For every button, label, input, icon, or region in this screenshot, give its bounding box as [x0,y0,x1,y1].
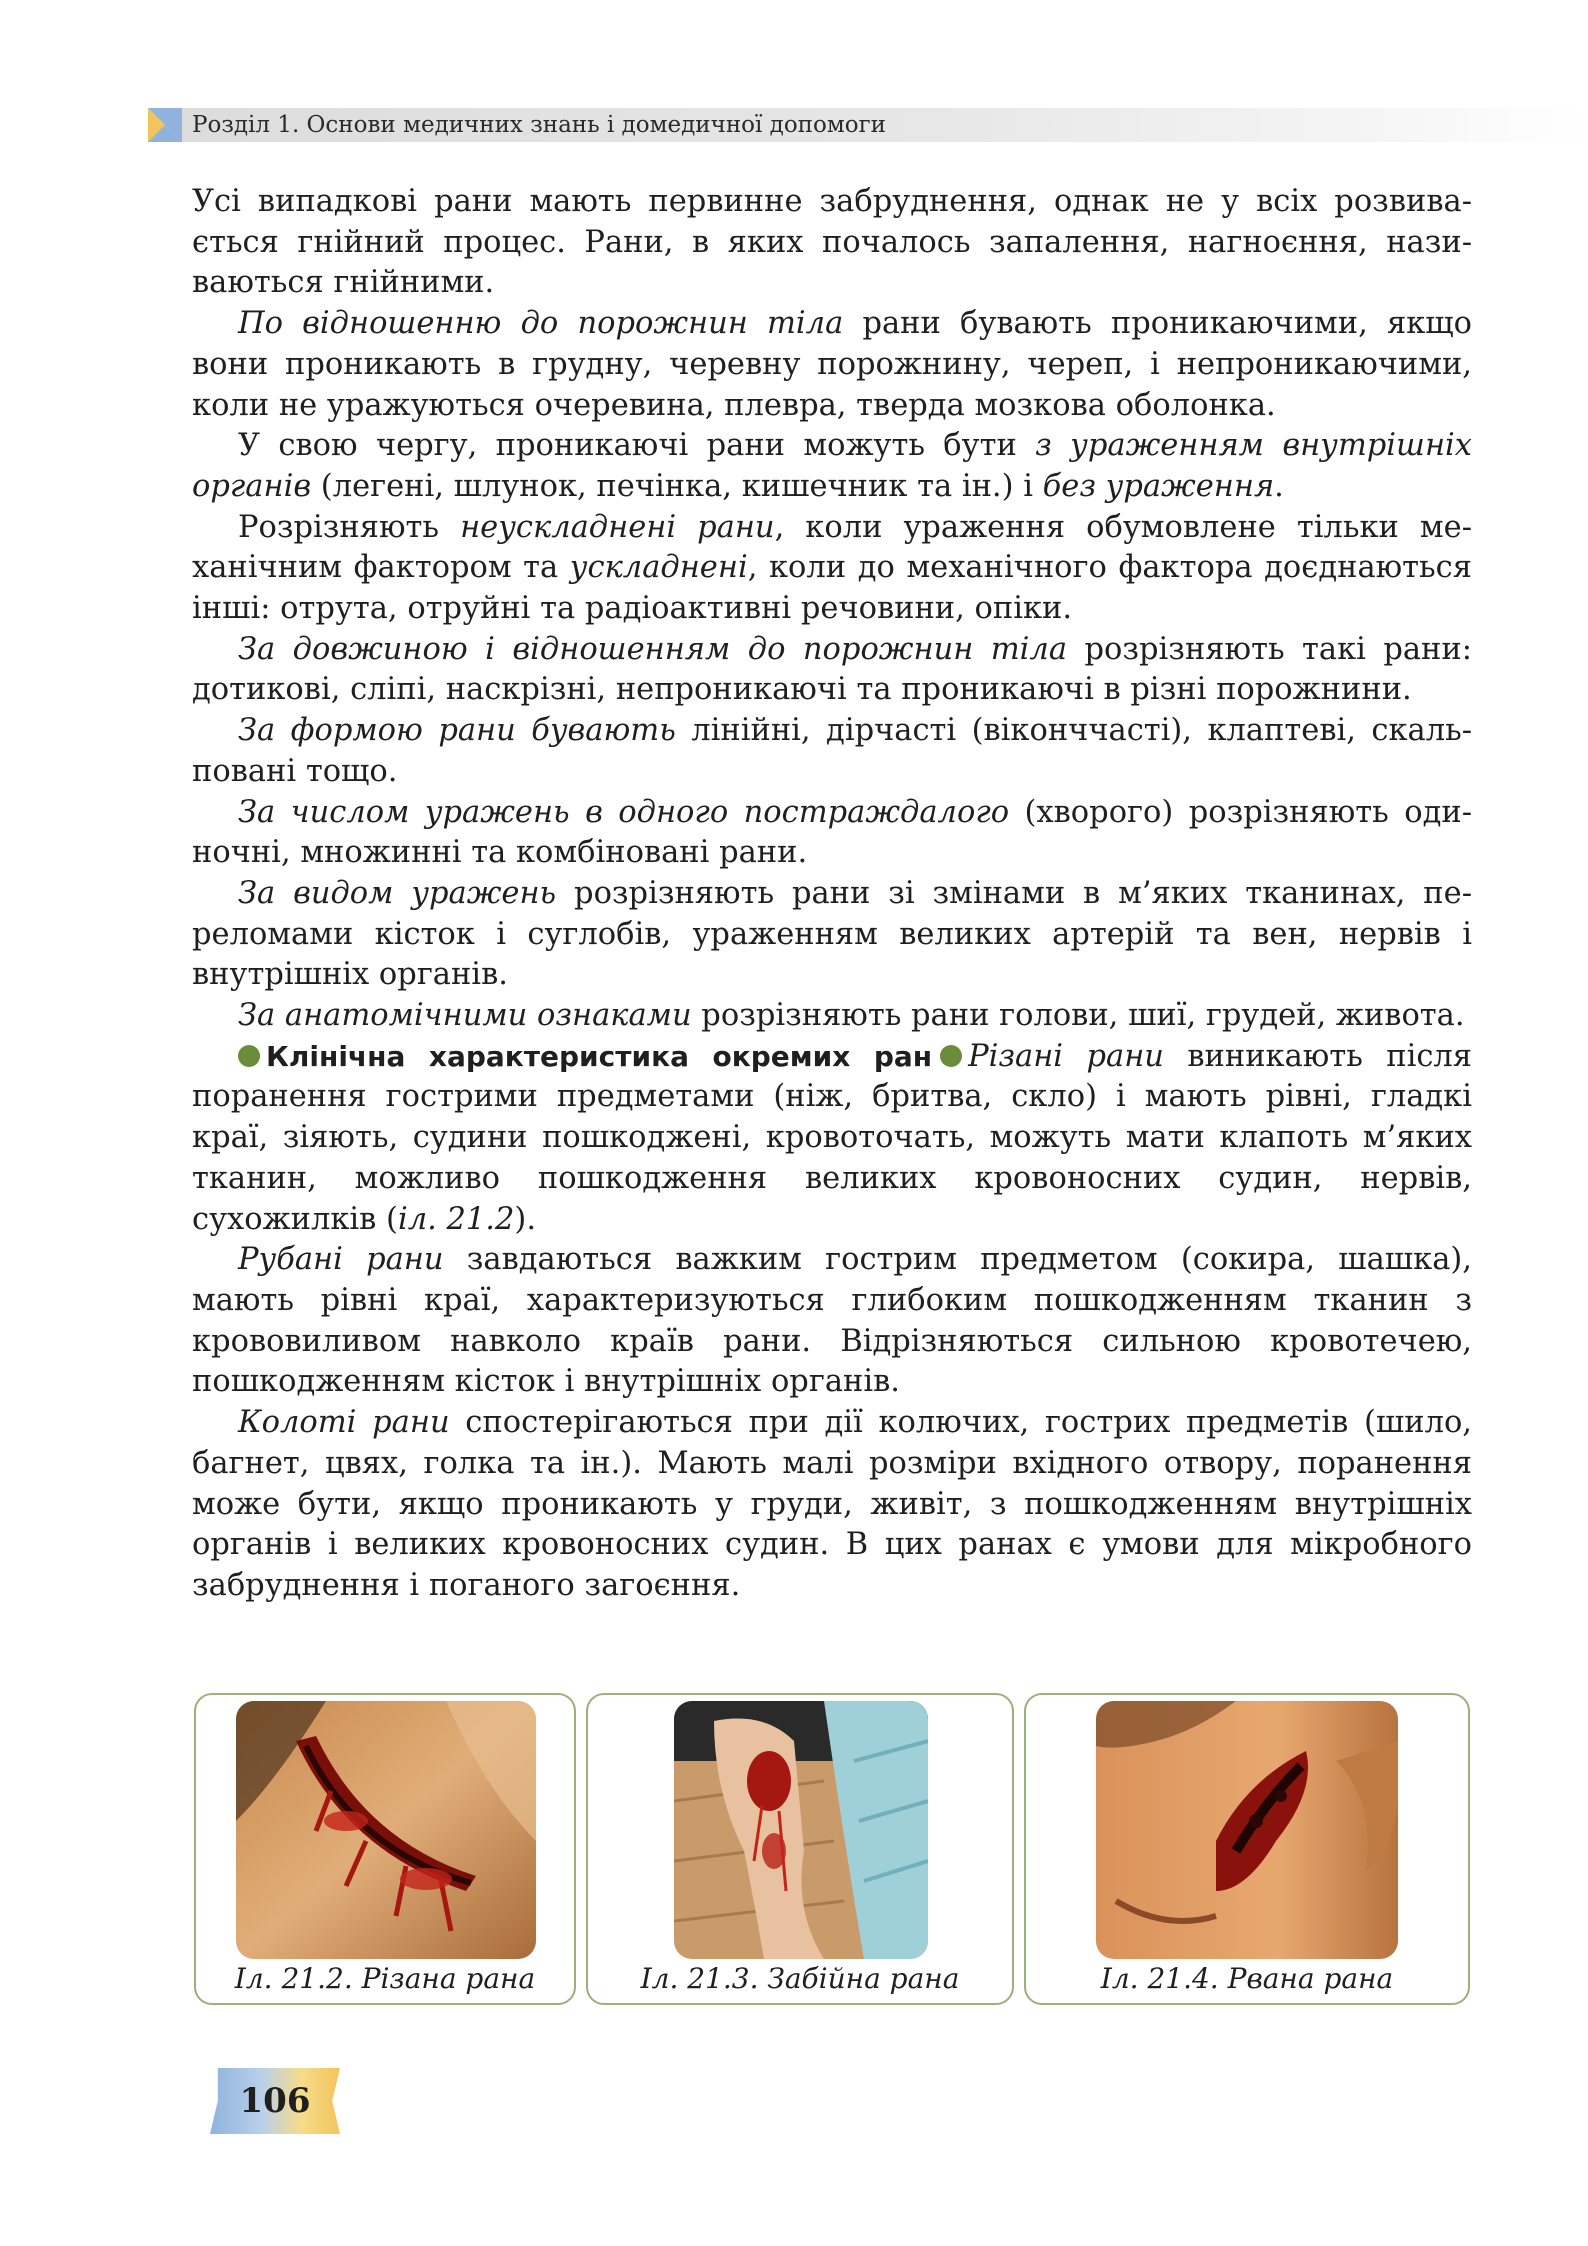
paragraph-italic: Рубані рани [238,1242,444,1278]
paragraph-italic: За видом уражень [238,875,557,911]
paragraph-text: завдаються важким гострим предметом (сокира, шашка), мають рівні краї, характеризуються глибоким пошкодженням тканин з крововиливом навколо країв рани. Відрізняються сильною кровотечею, пошкодженням кісток і внутрішніх органів. [192,1242,1472,1400]
paragraph [192,1240,1472,1403]
paragraph [192,1403,1472,1607]
figure-photo [236,1701,536,1959]
bullet-dot-icon [940,1045,962,1067]
figure-caption: Іл. 21.4. Рвана рана [1100,1962,1394,1995]
paragraph [192,874,1472,996]
figure-lacerated-wound [1024,1693,1470,2005]
figure-incised-wound [194,1693,576,2005]
paragraph [192,1037,1472,1241]
paragraph-text: розрізняють такі рани: дотикові, сліпі, наскрізні, непроникаючі та проникаючі в різні порожнини. [192,631,1472,708]
figure-photo [1096,1701,1398,1959]
paragraph-text: Розрізняють [238,509,461,545]
paragraph-text: . [1274,468,1284,504]
paragraph-italic: з ураженням внутрішніх органів [192,428,1472,504]
leg-wound-illustration [674,1701,928,1959]
paragraph-italic: Різані рани [968,1038,1164,1074]
paragraph [192,304,1472,426]
cheek-wound-illustration [1096,1701,1398,1959]
paragraph-italic: неускладнені рани [460,509,775,545]
paragraph-text: , коли ураження обумовлене тільки механічним фактором та [192,509,1472,586]
figure-caption: Іл. 21.3. Забійна рана [640,1962,960,1995]
paragraph-text: (хворого) розрізняють одиночні, множинні та комбіновані рани. [192,794,1472,871]
running-header-title: Розділ 1. Основи медичних знань і домедичної допомоги [192,112,886,138]
paragraph [192,793,1472,874]
page-number: 106 [239,2081,311,2121]
paragraph-text: , коли до механічного фактора доєднаються інші: отрута, отруйні та радіоактивні речовини, опіки. [192,550,1472,627]
neck-wound-illustration [236,1701,536,1959]
paragraph [192,630,1472,711]
paragraph-text: спостерігаються при дії колючих, гострих предметів (шило, багнет, цвях, голка та ін.). Мають малі розміри вхідного отвору, поранення може бути, якщо проникають у груди, живіт, з пошкодженням внутрішніх органів і великих кровоносних судин. В цих ранах є умови для мікробного забруднення і поганого загоєння. [192,1405,1473,1603]
paragraph [192,426,1472,507]
paragraph [192,996,1472,1037]
paragraph-text: розрізняють рани голови, шиї, грудей, живота. [691,998,1465,1034]
figure-reference: іл. 21.2 [397,1201,515,1237]
paragraph-italic: Колоті рани [238,1405,450,1441]
paragraph-italic: За анатомічними ознаками [238,998,692,1034]
paragraph-text: У свою чергу, проникаючі рани можуть бути [238,428,1036,464]
figure-photo [674,1701,928,1959]
paragraph-text: лінійні, дірчасті (віконччасті), клаптеві, скальповані тощо. [192,713,1472,789]
paragraph-text: виникають після поранення гострими предметами (ніж, бритва, скло) і мають рівні, гладкі краї, зіяють, судини пошкоджені, кровоточать, можуть мати клапоть м’яких тканин, можливо пошкодження великих кровоносних судин, нервів, сухожилків ( [192,1038,1473,1237]
section-heading: Клінічна характеристика окремих ран [266,1039,933,1073]
paragraph-italic: За довжиною і відношенням до порожнин тіла [238,631,1068,667]
bullet-dot-icon [238,1045,260,1067]
paragraph-text: рани бувають проникаючими, якщо вони проникають в грудну, черевну порожнину, череп, і непроникаючими, коли не уражуються очеревина, плевра, тверда мозкова оболонка. [192,306,1472,423]
paragraph [192,508,1472,630]
paragraph-italic: По відношенню до порожнин тіла [238,306,844,342]
figure-contused-wound [586,1693,1014,2005]
paragraph [192,182,1472,304]
paragraph-italic: За формою рани бувають [238,713,676,749]
paragraph-italic: За числом уражень в одного постраждалого [238,794,1010,830]
figure-caption: Іл. 21.2. Різана рана [234,1962,536,1995]
paragraph-text: (легені, шлунок, печінка, кишечник та ін.) і [311,468,1043,504]
page-body [192,182,1472,1607]
paragraph-text: Усі випадкові рани мають первинне забруднення, однак не у всіх розвивається гнійний процес. Рани, в яких почалось запалення, нагноєння, називаються гнійними. [192,184,1472,301]
paragraph-text: розрізняють рани зі змінами в м’яких тканинах, переломами кісток і суглобів, ураженням великих артерій та вен, нервів і внутрішніх органів. [192,875,1472,993]
paragraph-italic: без ураження [1042,468,1275,504]
paragraph [192,711,1472,792]
paragraph-italic: ускладнені [569,550,748,586]
paragraph-text: ). [514,1201,537,1237]
